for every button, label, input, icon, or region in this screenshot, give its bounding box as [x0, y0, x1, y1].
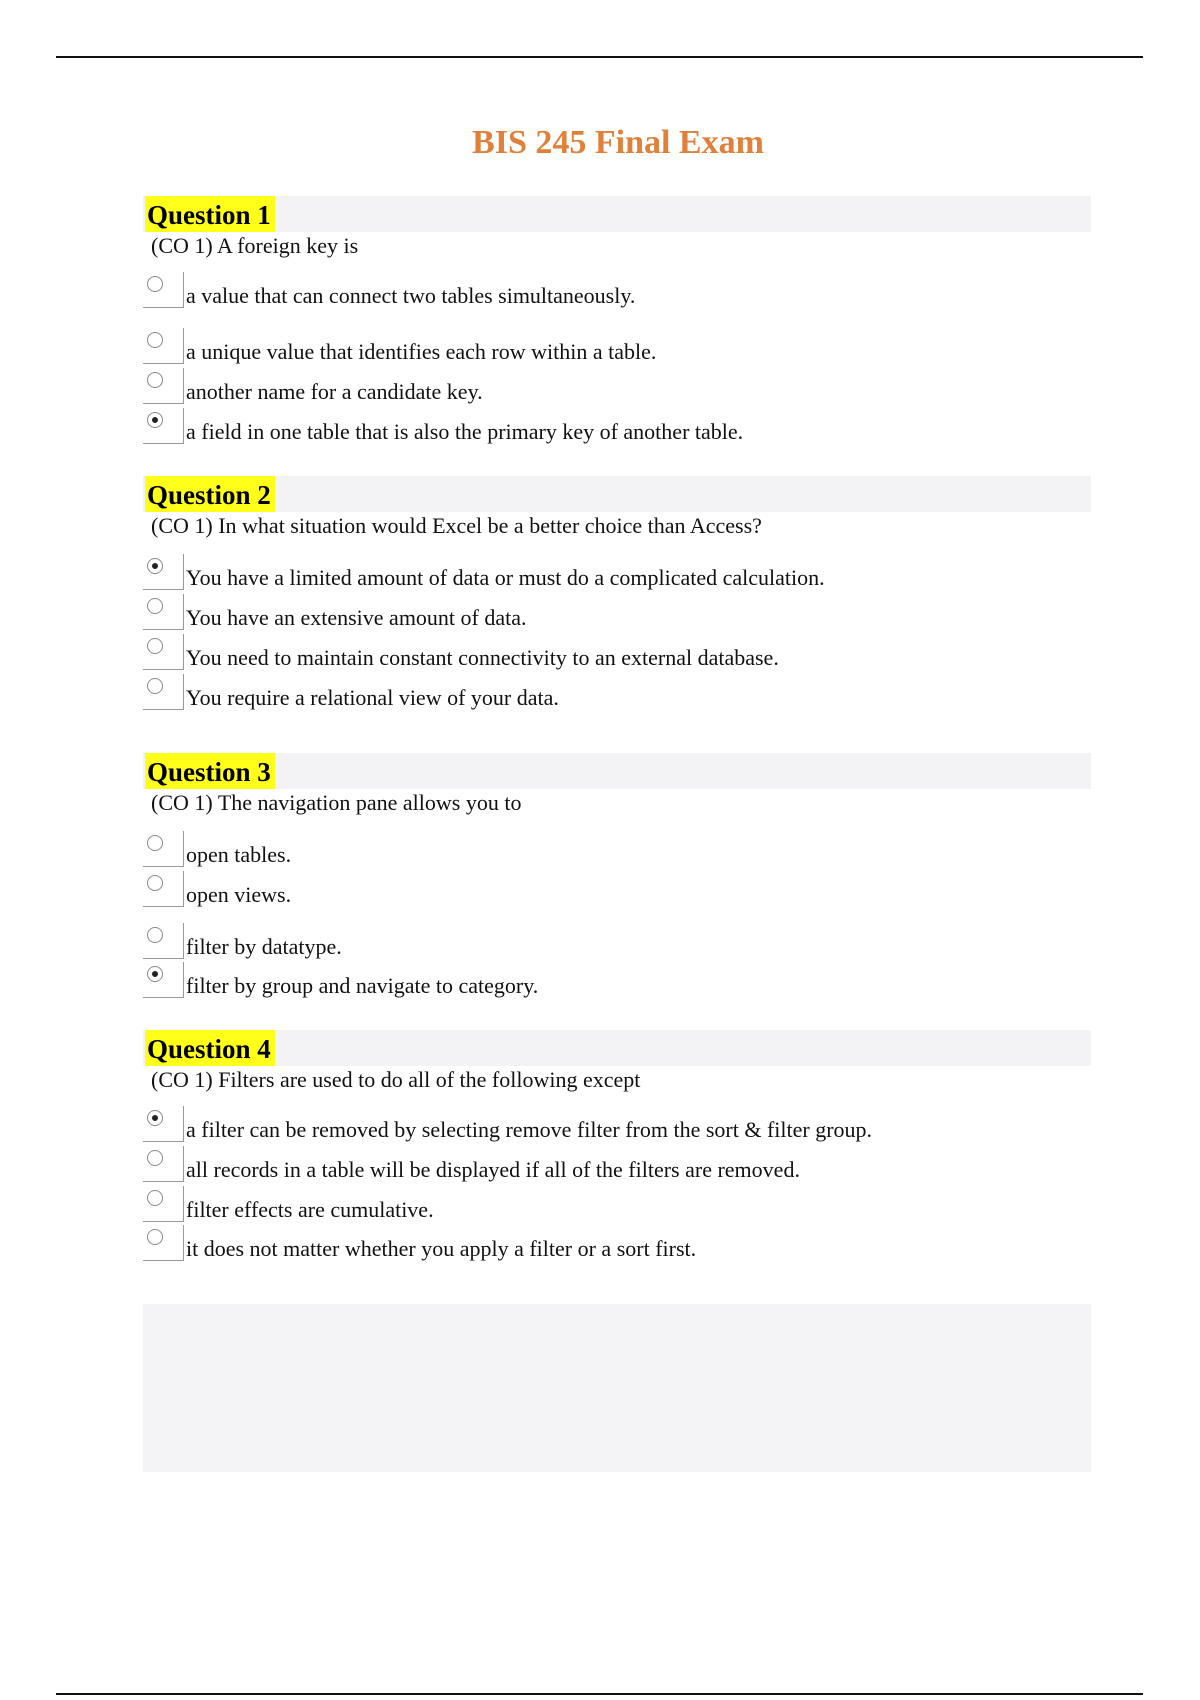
option-label: a filter can be removed by selecting remove filter from the sort & filter group.	[186, 1117, 873, 1142]
option-divider	[183, 554, 184, 590]
radio-button[interactable]	[147, 875, 163, 891]
option-label: You have a limited amount of data or must do a complicated calculation.	[186, 565, 825, 590]
question-4	[143, 1030, 1091, 1261]
radio-button[interactable]	[147, 927, 163, 943]
option-label: open views.	[186, 882, 292, 907]
option-label: filter by datatype.	[186, 934, 342, 959]
question-label: Question 1	[145, 196, 275, 232]
option-divider	[143, 363, 183, 364]
question-label: Question 3	[145, 753, 275, 789]
option-label: You need to maintain constant connectivity to an external database.	[186, 645, 779, 670]
option-divider	[183, 1186, 184, 1222]
option-divider	[143, 1141, 183, 1142]
answer-option[interactable]	[143, 674, 1091, 714]
answer-option[interactable]	[143, 554, 1091, 594]
option-label: a field in one table that is also the primary key of another table.	[186, 419, 744, 444]
question-header	[143, 476, 1091, 512]
option-divider	[143, 443, 183, 444]
question-label: Question 4	[145, 1030, 275, 1066]
option-divider	[143, 997, 183, 998]
option-divider	[183, 1225, 184, 1261]
option-divider	[183, 674, 184, 710]
radio-button[interactable]	[147, 1190, 163, 1206]
option-divider	[143, 709, 183, 710]
question-header	[143, 753, 1091, 789]
option-label: You require a relational view of your data.	[186, 685, 559, 710]
answer-option[interactable]	[143, 831, 1091, 871]
option-divider	[183, 328, 184, 364]
option-label: You have an extensive amount of data.	[186, 605, 527, 630]
option-label: a unique value that identifies each row within a table.	[186, 339, 657, 364]
question-label: Question 2	[145, 476, 275, 512]
radio-button[interactable]	[147, 835, 163, 851]
option-divider	[143, 1260, 183, 1261]
question-text: (CO 1) Filters are used to do all of the following except	[151, 1067, 641, 1092]
answer-option[interactable]	[143, 871, 1091, 911]
answer-option[interactable]	[143, 328, 1091, 368]
question-text: (CO 1) In what situation would Excel be a better choice than Access?	[151, 513, 762, 538]
radio-button[interactable]	[147, 332, 163, 348]
option-divider	[143, 906, 183, 907]
option-divider	[143, 1181, 183, 1182]
option-divider	[143, 307, 183, 308]
option-divider	[143, 866, 183, 867]
question-3	[143, 753, 1091, 998]
blank-panel	[143, 1304, 1091, 1472]
option-divider	[143, 669, 183, 670]
top-rule	[56, 56, 1143, 58]
answer-option[interactable]	[143, 408, 1091, 448]
radio-button[interactable]	[147, 1229, 163, 1245]
bottom-rule	[56, 1693, 1143, 1695]
page-title: BIS 245 Final Exam	[472, 124, 764, 161]
option-divider	[143, 629, 183, 630]
option-label: it does not matter whether you apply a filter or a sort first.	[186, 1236, 697, 1261]
option-divider	[183, 962, 184, 998]
option-divider	[183, 368, 184, 404]
answer-option[interactable]	[143, 1106, 1091, 1146]
option-divider	[183, 923, 184, 959]
option-divider	[183, 634, 184, 670]
radio-button[interactable]	[147, 598, 163, 614]
option-divider	[183, 272, 184, 308]
answer-option[interactable]	[143, 1146, 1091, 1186]
option-divider	[183, 1106, 184, 1142]
answer-option[interactable]	[143, 1186, 1091, 1226]
option-label: filter effects are cumulative.	[186, 1197, 434, 1222]
answer-option[interactable]	[143, 368, 1091, 408]
answer-option[interactable]	[143, 634, 1091, 674]
radio-button[interactable]	[147, 638, 163, 654]
answer-option[interactable]	[143, 923, 1091, 963]
option-divider	[183, 1146, 184, 1182]
radio-button-selected[interactable]	[147, 558, 163, 574]
answer-option[interactable]	[143, 1225, 1091, 1265]
question-header	[143, 1030, 1091, 1066]
question-text: (CO 1) A foreign key is	[151, 233, 359, 258]
option-divider	[143, 958, 183, 959]
radio-button[interactable]	[147, 372, 163, 388]
option-label: filter by group and navigate to category.	[186, 973, 539, 998]
option-divider	[183, 831, 184, 867]
question-text: (CO 1) The navigation pane allows you to	[151, 790, 522, 815]
radio-button[interactable]	[147, 1150, 163, 1166]
option-divider	[183, 871, 184, 907]
answer-option[interactable]	[143, 272, 1091, 312]
radio-button[interactable]	[147, 276, 163, 292]
option-divider	[143, 403, 183, 404]
option-divider	[143, 1221, 183, 1222]
answer-option[interactable]	[143, 594, 1091, 634]
answer-option[interactable]	[143, 962, 1091, 1002]
radio-button-selected[interactable]	[147, 966, 163, 982]
question-2	[143, 476, 1091, 710]
question-1	[143, 196, 1091, 444]
option-label: open tables.	[186, 842, 292, 867]
option-divider	[183, 408, 184, 444]
option-label: all records in a table will be displayed if all of the filters are removed.	[186, 1157, 800, 1182]
option-label: a value that can connect two tables simultaneously.	[186, 283, 636, 308]
option-divider	[183, 594, 184, 630]
option-label: another name for a candidate key.	[186, 379, 483, 404]
radio-button-selected[interactable]	[147, 1110, 163, 1126]
option-divider	[143, 589, 183, 590]
radio-button-selected[interactable]	[147, 412, 163, 428]
question-header	[143, 196, 1091, 232]
radio-button[interactable]	[147, 678, 163, 694]
